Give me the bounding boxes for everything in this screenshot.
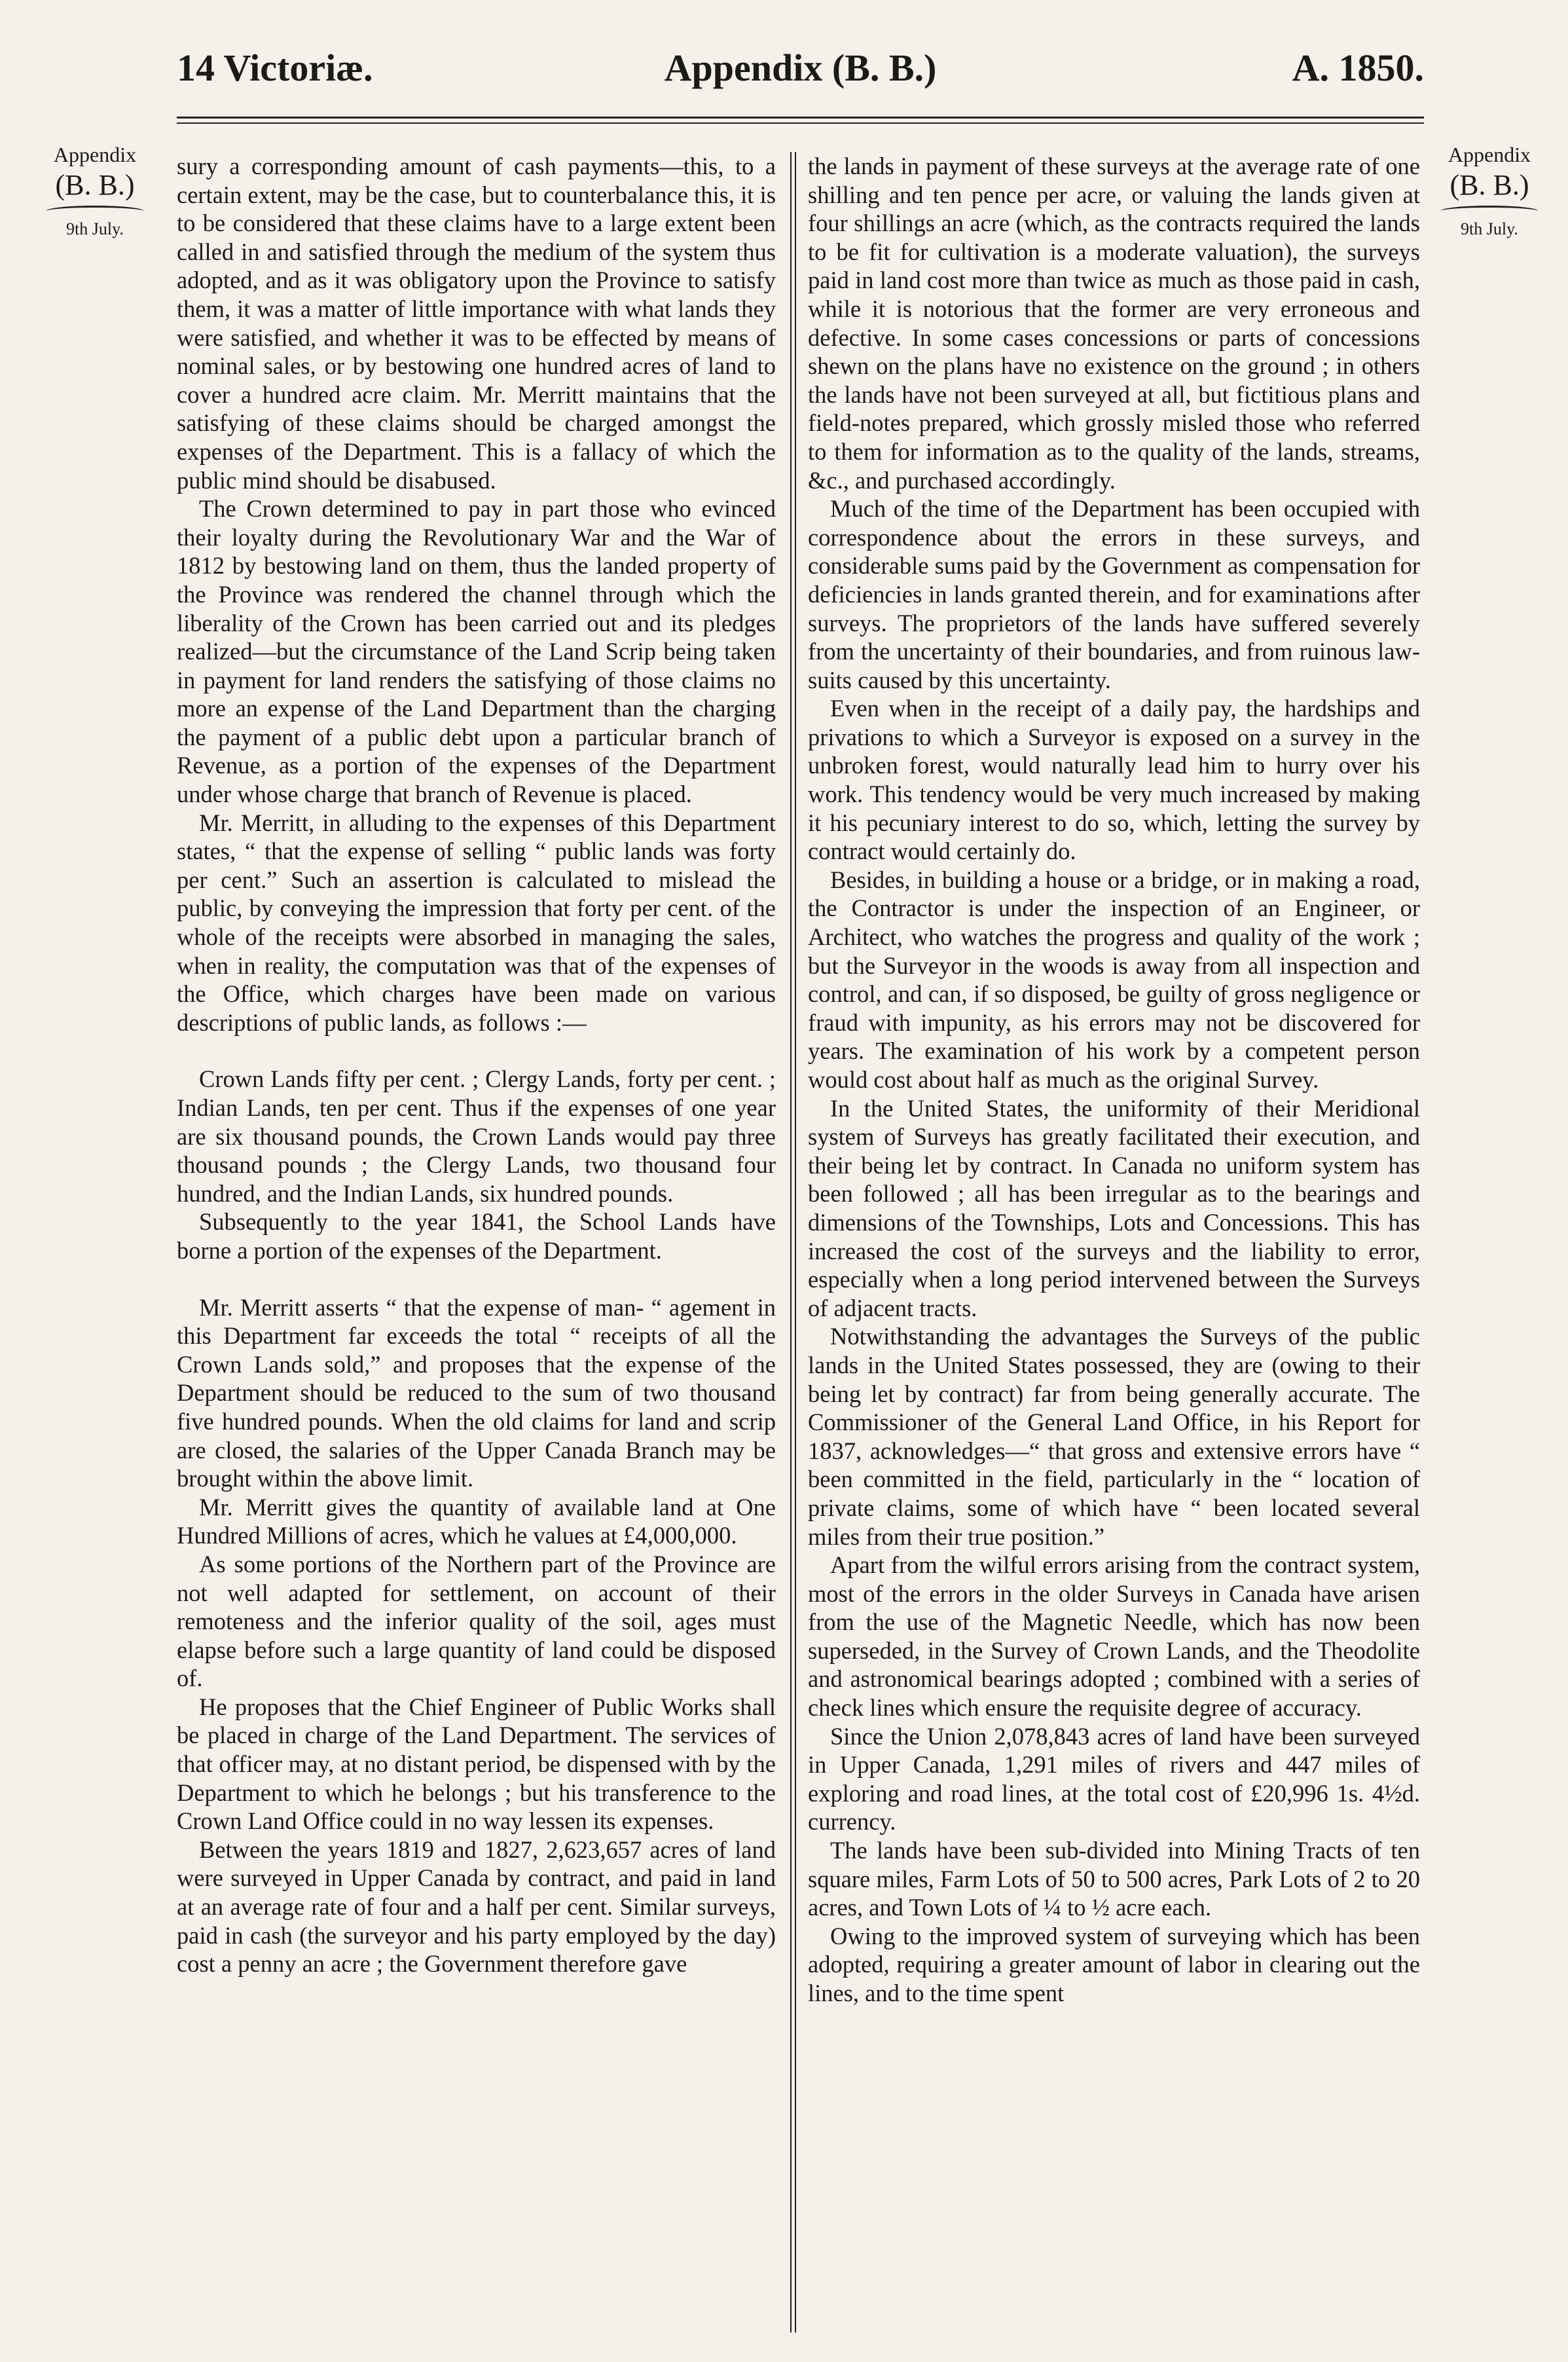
paragraph: Since the Union 2,078,843 acres of land have been surveyed in Upper Canada, 1,291 miles of rivers and 447 miles of exploring and road lines, at the total cost of £20,996 1s. 4½d. currency.: [808, 1722, 1420, 1836]
header-session: 14 Victoriæ.: [177, 46, 373, 89]
margin-appendix-code: (B. B.): [1449, 169, 1529, 201]
paragraph: Apart from the wilful errors arising from the contract system, most of the errors in the older Surveys in Canada have arisen from the use of the Magnetic Needle, which has now been superseded, in the Survey of Crown Lands, and the Theodolite and astronomical bearings adopted ; combined with a series of check lines which ensure the requisite degree of accuracy.: [808, 1551, 1420, 1722]
paragraph: Subsequently to the year 1841, the School Lands have borne a portion of the expenses of the Department.: [177, 1208, 776, 1264]
left-text-column: [177, 152, 776, 1978]
margin-brace: [46, 206, 144, 217]
right-text-column: [808, 152, 1420, 2008]
margin-date: 9th July.: [1461, 219, 1518, 238]
paragraph: The lands have been sub-divided into Mining Tracts of ten square miles, Farm Lots of 50 to 500 acres, Park Lots of 2 to 20 acres, and Town Lots of ¼ to ½ acre each.: [808, 1837, 1420, 1921]
paragraph: The Crown determined to pay in part those who evinced their loyalty during the Revolutionary War and the War of 1812 by bestowing land on them, thus the landed property of the Province was rendered the channel through which the liberality of the Crown has been carried out and its pledges realized—but the circumstance of the Land Scrip being taken in payment for land renders the satisfying of those claims no more an expense of the Land Department than the charging the payment of a public debt upon a particular branch of Revenue, as a portion of the expenses of the Department under whose charge that branch of Revenue is placed.: [177, 495, 776, 808]
column-divider: [790, 152, 796, 2333]
margin-appendix-code: (B. B.): [55, 169, 135, 201]
margin-appendix-label: Appendix: [53, 143, 137, 166]
margin-date: 9th July.: [66, 219, 124, 238]
margin-brace: [1440, 206, 1539, 217]
header-title: Appendix (B. B.): [664, 46, 937, 89]
paragraph: Mr. Merritt asserts “ that the expense of man- “ agement in this Department far exceeds the total “ receipts of all the Crown Lands sold,” and proposes that the expense of the Department should be reduced to the sum of two thousand five hundred pounds. When the old claims for land and scrip are closed, the salaries of the Upper Canada Branch may be brought within the above limit.: [177, 1293, 776, 1492]
paragraph: Besides, in building a house or a bridge, or in making a road, the Contractor is under the inspection of an Engineer, or Architect, who watches the progress and quality of the work ; but the Surveyor in the woods is away from all inspection and control, and can, if so disposed, be guilty of gross negligence or fraud with impunity, as his errors may not be discovered for years. The examination of his work by a competent person would cost about half as much as the original Survey.: [808, 866, 1420, 1093]
paragraph: the lands in payment of these surveys at the average rate of one shilling and ten pence per acre, or valuing the lands given at four shillings an acre (which, as the contracts required the lands to be fit for cultivation is a moderate valuation), the surveys paid in land cost more than twice as much as those paid in cash, while it is notorious that the former are very erroneous and defective. In some cases concessions or parts of concessions shewn on the plans have no existence on the ground ; in others the lands have not been surveyed at all, but fictitious plans and field-notes prepared, which grossly misled those who referred to them for information as to the quality of the lands, streams, &c., and purchased accordingly.: [808, 153, 1420, 494]
margin-appendix-label: Appendix: [1448, 143, 1531, 166]
paragraph: In the United States, the uniformity of their Meridional system of Surveys has greatly facilitated their execution, and their being let by contract. In Canada no uniform system has been followed ; all has been irregular as to the bearings and dimensions of the Townships, Lots and Concessions. This has increased the cost of the surveys and the liability to error, especially when a long period intervened between the Surveys of adjacent tracts.: [808, 1094, 1420, 1321]
paragraph: Notwithstanding the advantages the Surveys of the public lands in the United States possessed, they are (owing to their being let by contract) far from being generally accurate. The Commissioner of the General Land Office, in his Report for 1837, acknowledges—“ that gross and extensive errors have “ been committed in the field, particularly in the “ location of private claims, some of which have “ been located several miles from their true position.”: [808, 1323, 1420, 1550]
paragraph: sury a corresponding amount of cash payments—this, to a certain extent, may be the case, but to counterbalance this, it is to be considered that these claims have to a large extent been called in and satisfied through the medium of the system thus adopted, and as it was obligatory upon the Province to satisfy them, it was a matter of little importance with what lands they were satisfied, and whether it was to be effected by means of nominal sales, or by bestowing one hundred acres of land to cover a hundred acre claim. Mr. Merritt maintains that the satisfying of these claims should be charged amongst the expenses of the Department. This is a fallacy of which the public mind should be disabused.: [177, 153, 776, 494]
paragraph: Owing to the improved system of surveying which has been adopted, requiring a greater amount of labor in clearing out the lines, and to the time spent: [808, 1922, 1420, 2006]
paragraph: Much of the time of the Department has been occupied with correspondence about the errors in these surveys, and considerable sums paid by the Government as compensation for deficiencies in lands granted therein, and for examinations after surveys. The proprietors of the lands have suffered severely from the uncertainty of their boundaries, and from ruinous law-suits caused by this uncertainty.: [808, 495, 1420, 693]
header-year: A. 1850.: [1292, 46, 1424, 89]
right-margin-note: [1427, 143, 1552, 239]
paragraph: Mr. Merritt, in alluding to the expenses of this Department states, “ that the expense of selling “ public lands was forty per cent.” Such an assertion is calculated to mislead the public, by conveying the impression that forty per cent. of the whole of the receipts were absorbed in managing the sales, when in reality, the computation was that of the expenses of the Office, which charges have been made on various descriptions of public lands, as follows :—: [177, 809, 776, 1036]
left-margin-note: [33, 143, 157, 239]
paragraph: Crown Lands fifty per cent. ; Clergy Lands, forty per cent. ; Indian Lands, ten per cent. Thus if the expenses of one year are six thousand pounds, the Crown Lands would pay three thousand pounds ; the Clergy Lands, two thousand four hundred, and the Indian Lands, six hundred pounds.: [177, 1065, 776, 1207]
header-rule: [177, 117, 1424, 124]
paragraph: He proposes that the Chief Engineer of Public Works shall be placed in charge of the Land Department. The services of that officer may, at no distant period, be dispensed with by the Department to which he belongs ; but his transference to the Crown Land Office could in no way lessen its expenses.: [177, 1693, 776, 1835]
paragraph: Mr. Merritt gives the quantity of available land at One Hundred Millions of acres, which he values at £4,000,000.: [177, 1493, 776, 1549]
paragraph: Even when in the receipt of a daily pay, the hardships and privations to which a Surveyor is exposed on a survey in the unbroken forest, would naturally lead him to hurry over his work. This tendency would be very much increased by making it his pecuniary interest to do so, which, letting the survey by contract would certainly do.: [808, 695, 1420, 865]
paragraph: Between the years 1819 and 1827, 2,623,657 acres of land were surveyed in Upper Canada by contract, and paid in land at an average rate of four and a half per cent. Similar surveys, paid in cash (the surveyor and his party employed by the day) cost a penny an acre ; the Government therefore gave: [177, 1836, 776, 1978]
page-header: [177, 46, 1424, 98]
paragraph: As some portions of the Northern part of the Province are not well adapted for settlement, on account of their remoteness and the inferior quality of the soil, ages must elapse before such a large quantity of land could be disposed of.: [177, 1550, 776, 1692]
